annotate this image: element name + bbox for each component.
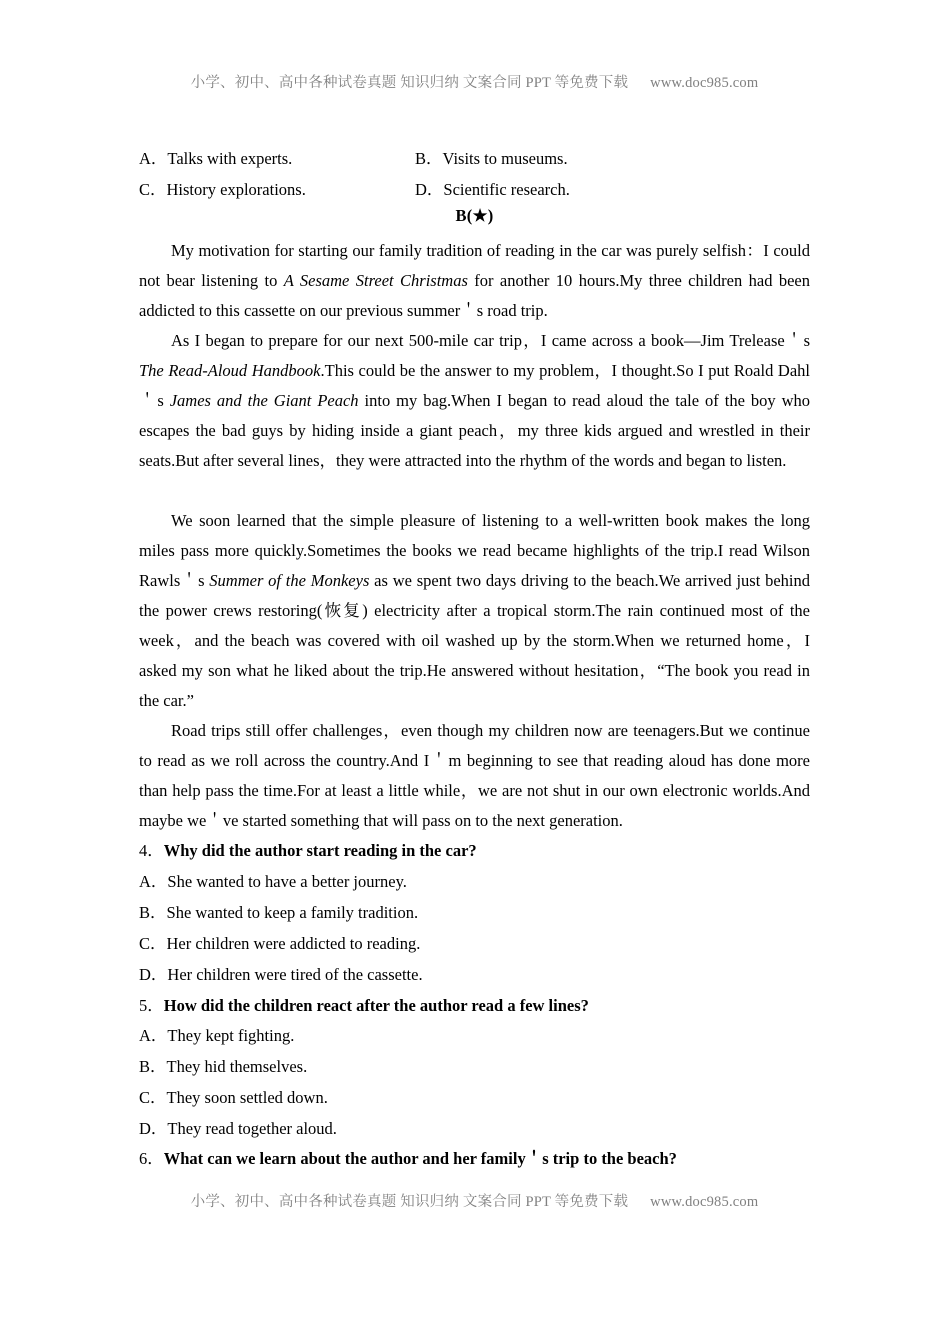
option-letter: A． — [139, 872, 168, 891]
question-4-stem — [139, 837, 810, 861]
option-text: She wanted to have a better journey. — [167, 872, 407, 891]
document-page — [139, 0, 810, 1344]
option-text: Her children were tired of the cassette. — [167, 965, 423, 984]
question-text: What can we learn about the author and her family＇s trip to the beach? — [163, 1149, 677, 1168]
option-letter: D． — [415, 180, 444, 199]
option-text: Visits to museums. — [442, 149, 568, 168]
running-foot-site: www.doc985.com — [650, 1194, 759, 1210]
running-head-site: www.doc985.com — [650, 75, 759, 91]
option-letter: A． — [139, 1026, 168, 1045]
option-letter: D． — [139, 1119, 168, 1138]
running-head — [139, 71, 810, 92]
option-c[interactable] — [139, 176, 306, 200]
question-5-option-c[interactable] — [139, 1084, 810, 1108]
option-text: Talks with experts. — [167, 149, 293, 168]
option-d[interactable] — [415, 176, 570, 200]
question-5-option-b[interactable] — [139, 1053, 810, 1077]
option-text: They read together aloud. — [167, 1119, 337, 1138]
question-4-option-a[interactable] — [139, 868, 810, 892]
option-text: They hid themselves. — [166, 1057, 308, 1076]
question-4-option-b[interactable] — [139, 899, 810, 923]
running-foot — [139, 1190, 810, 1211]
question-number: 4． — [139, 841, 164, 860]
italic-title: Summer of the Monkeys — [209, 571, 370, 590]
option-letter: B． — [415, 149, 443, 168]
option-a[interactable] — [139, 145, 292, 169]
passage-paragraph-3: We soon learned that the simple pleasure of listening to a well-written book makes the long miles pass more quickly.Sometimes the books we read became highlights of the trip.I read Wilson Rawls＇s Summer of the Monkeys as we spent two days driving to the beach.We arrived just behind the power crews restoring(恢复) electricity after a tropical storm.The rain continued most of the week，and the beach was covered with oil washed up by the storm.When we returned home，I asked my son what he liked about the trip.He answered without hesitation，“The book you read in the car.” — [139, 511, 810, 710]
option-text: They kept fighting. — [167, 1026, 295, 1045]
question-5-option-d[interactable] — [139, 1115, 810, 1139]
carryover-option-row — [139, 145, 810, 176]
passage-paragraph-2: As I began to prepare for our next 500-mile car trip，I came across a book—Jim Trelease＇s The Read-Aloud Handbook.This could be the answer to my problem，I thought.So I put Roald Dahl＇s James and the Giant Peach into my bag.When I began to read aloud the tale of the boy who escapes the bad guys by hiding inside a giant peach，my three kids argued and wrestled in their seats.But after several lines，they were attracted into the rhythm of the words and began to listen. — [139, 331, 811, 470]
option-letter: C． — [139, 934, 167, 953]
option-text: She wanted to keep a family tradition. — [166, 903, 419, 922]
italic-title: A Sesame Street Christmas — [283, 271, 468, 290]
passage-paragraph-4: Road trips still offer challenges，even though my children now are teenagers.But we continue to read as we roll across the country.And I＇m beginning to see that reading aloud has done more than help pass the time.For at least a little while，we are not shut in our own electronic worlds.And maybe we＇ve started something that will pass on to the next generation. — [139, 721, 810, 830]
option-letter: B． — [139, 1057, 167, 1076]
option-text: They soon settled down. — [166, 1088, 328, 1107]
option-letter: C． — [139, 1088, 167, 1107]
italic-title: James and the Giant Peach — [169, 391, 359, 410]
question-number: 6． — [139, 1149, 164, 1168]
question-4-option-c[interactable] — [139, 930, 810, 954]
italic-title: The Read-Aloud Handbook — [139, 361, 321, 380]
running-head-text: 小学、初中、高中各种试卷真题 知识归纳 文案合同 PPT 等免费下载 — [190, 75, 629, 91]
question-number: 5． — [139, 996, 164, 1015]
option-text: Scientific research. — [443, 180, 570, 199]
option-letter: A． — [139, 149, 168, 168]
option-letter: D． — [139, 965, 168, 984]
question-5-stem — [139, 992, 810, 1016]
passage-paragraph-1: My motivation for starting our family tradition of reading in the car was purely selfish：I could not bear listening to A Sesame Street Christmas for another 10 hours.My three children had been addicted to this cassette on our previous summer＇s road trip. — [139, 241, 810, 320]
question-text: How did the children react after the author read a few lines? — [163, 996, 589, 1015]
option-b[interactable] — [415, 145, 568, 169]
option-text: History explorations. — [166, 180, 306, 199]
section-heading: B(★) — [455, 206, 494, 225]
option-text: Her children were addicted to reading. — [166, 934, 421, 953]
question-5-option-a[interactable] — [139, 1022, 810, 1046]
option-letter: C． — [139, 180, 167, 199]
question-6-stem — [139, 1145, 810, 1169]
question-text: Why did the author start reading in the car? — [163, 841, 477, 860]
option-letter: B． — [139, 903, 167, 922]
question-4-option-d[interactable] — [139, 961, 810, 985]
carryover-option-row — [139, 176, 810, 207]
running-foot-text: 小学、初中、高中各种试卷真题 知识归纳 文案合同 PPT 等免费下载 — [190, 1194, 629, 1210]
